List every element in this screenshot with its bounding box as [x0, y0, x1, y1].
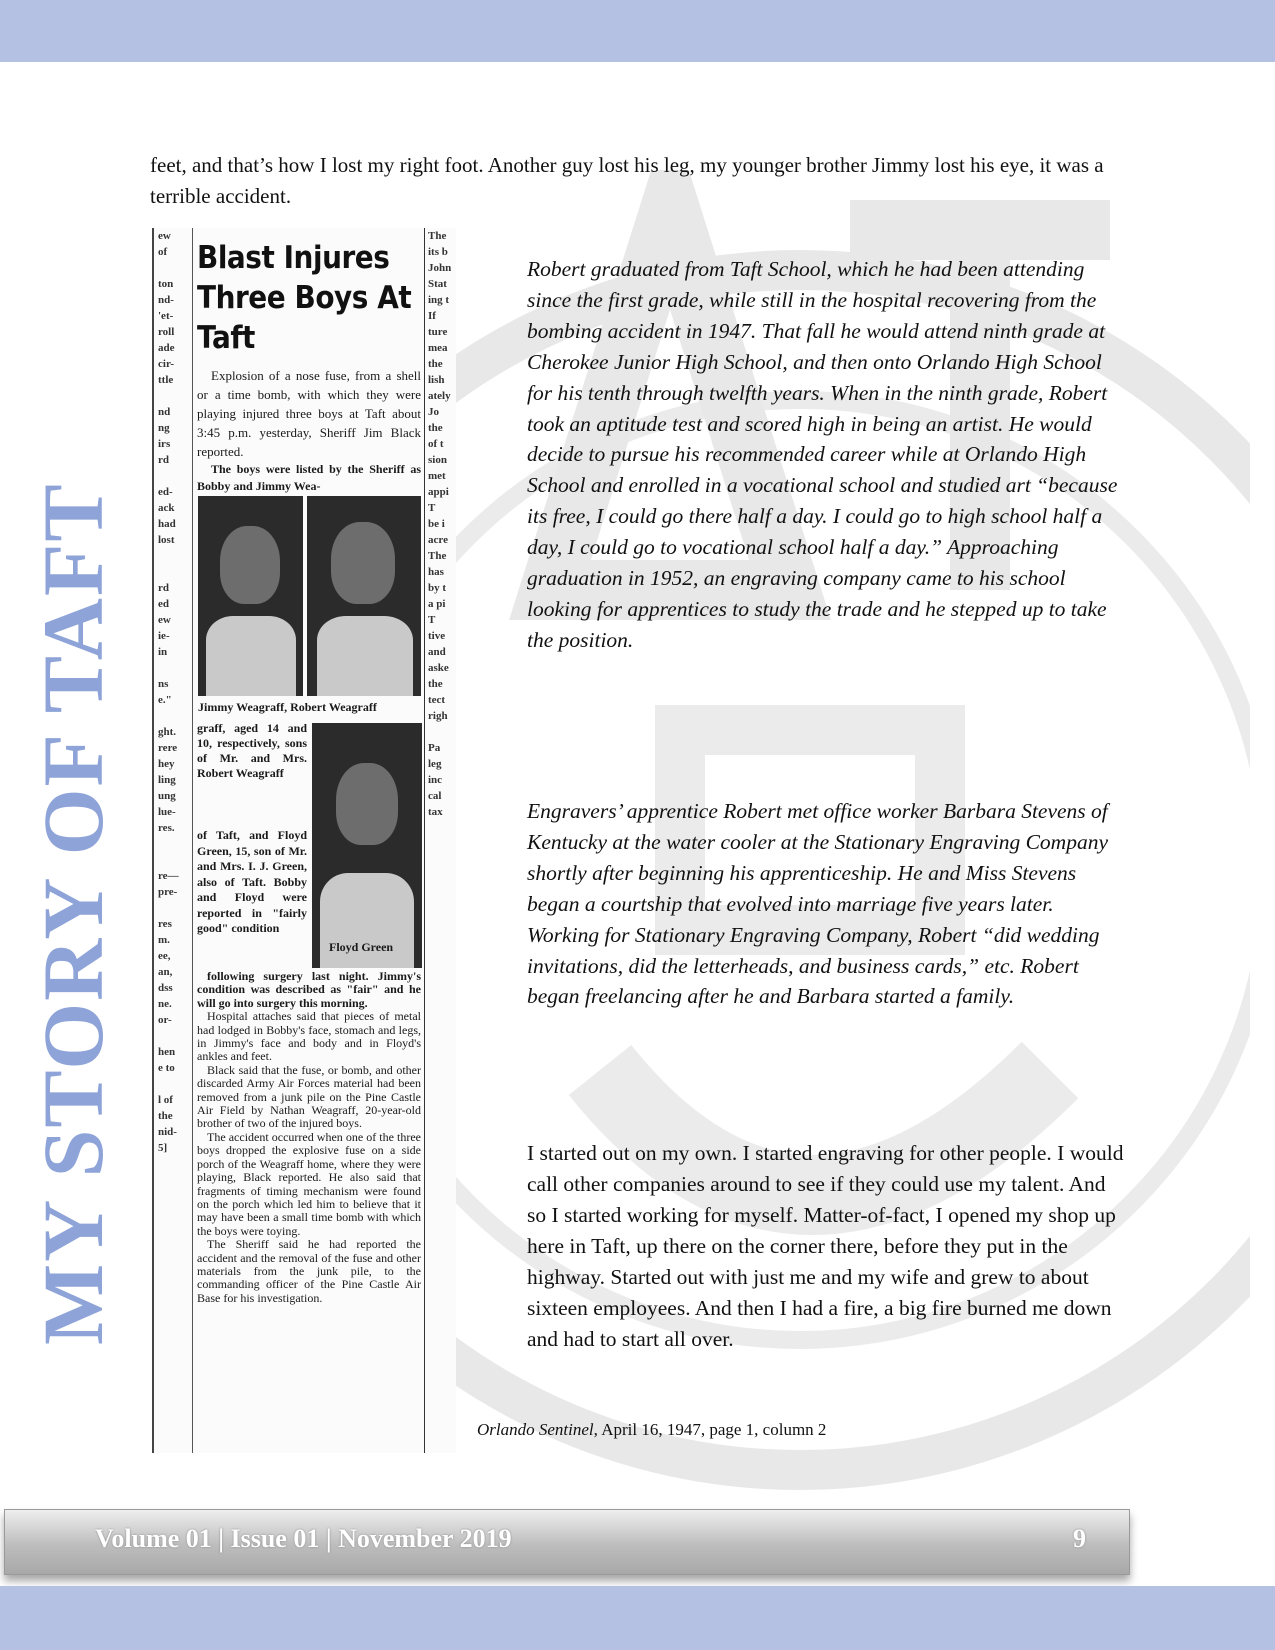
- left-column-fragment: in: [158, 646, 168, 658]
- photo-robert-weagraff: [307, 496, 421, 696]
- clipping-source-caption: [477, 1420, 826, 1440]
- source-details: , April 16, 1947, page 1, column 2: [593, 1420, 827, 1439]
- right-column-fragment: the: [428, 358, 443, 370]
- clipping-left-column-fragments: [158, 228, 190, 1453]
- left-column-fragment: hen: [158, 1046, 176, 1058]
- left-column-fragment: had: [158, 518, 176, 530]
- right-column-fragment: has: [428, 566, 444, 578]
- right-column-fragment: ately: [428, 390, 451, 402]
- clipping-body-paragraph: Hospital attaches said that pieces of metal had lodged in Bobby's face, stomach and legs, in Jimmy's face and body and in Floyd's ankles and feet.: [197, 1009, 421, 1064]
- right-column-fragment: be i: [428, 518, 445, 530]
- left-column-fragment: ttle: [158, 374, 174, 386]
- left-column-fragment: cir-: [158, 358, 175, 370]
- right-column-fragment: cal: [428, 790, 442, 802]
- clipping-second-paragraph: The boys were listed by the Sheriff as Bobby and Jimmy Wea-: [197, 462, 421, 493]
- left-column-fragment: roll: [158, 326, 175, 338]
- right-column-fragment: inc: [428, 774, 443, 786]
- photo-floyd-green: [312, 723, 422, 968]
- left-column-fragment: [158, 660, 190, 676]
- left-column-fragment: m.: [158, 934, 170, 946]
- left-column-fragment: hey: [158, 758, 175, 770]
- left-column-fragment: ee,: [158, 950, 171, 962]
- left-column-fragment: [158, 1076, 190, 1092]
- left-column-fragment: ton: [158, 278, 174, 290]
- story-paragraph-graduation: Robert graduated from Taft School, which he had been attending since the first grade, while still in the hospital recovering from the bombing accident in 1947. That fall he would attend ninth grade at Cherokee Junior High School, and then onto Orlando High School for his tenth through twelfth years. When in the ninth grade, Robert took an aptitude test and scored high in being an artist. He would decide to pursue his recommended career while at Orlando High School and enrolled in a vocational school and studied art “because its free, I could go there half a day. I could go to high school half a day, I could go to vocational school half a day.” Approaching graduation in 1952, an engraving company came to his school looking for apprentices to study the trade and he stepped up to take the position.: [527, 257, 1118, 652]
- left-column-fragment: ed-: [158, 486, 173, 498]
- left-column-fragment: [158, 1028, 190, 1044]
- left-column-fragment: ling: [158, 774, 176, 786]
- clipping-caption-continued: graff, aged 14 and 10, respectively, sons of Mr. and Mrs. Robert Weagraff: [197, 721, 307, 780]
- footer-issue-line: Volume 01 | Issue 01 | November 2019: [95, 1524, 512, 1553]
- left-column-fragment: 'et-: [158, 310, 174, 322]
- left-column-fragment: ght.: [158, 726, 177, 738]
- left-column-fragment: ne.: [158, 998, 172, 1010]
- clipping-column-divider: [192, 228, 193, 1453]
- right-column-fragment: ture: [428, 326, 448, 338]
- top-band: [0, 0, 1275, 62]
- right-column-fragment: tect: [428, 694, 446, 706]
- right-column-fragment: righ: [428, 710, 448, 722]
- left-column-fragment: rere: [158, 742, 178, 754]
- left-column-fragment: [158, 836, 190, 852]
- left-column-fragment: of: [158, 246, 168, 258]
- clipping-right-column-fragments: [424, 228, 456, 1453]
- left-column-fragment: [158, 852, 190, 868]
- bottom-band: [0, 1586, 1275, 1650]
- left-column-fragment: l of: [158, 1094, 173, 1106]
- left-column-fragment: [158, 468, 190, 484]
- left-column-fragment: re—: [158, 870, 179, 882]
- left-column-fragment: lost: [158, 534, 175, 546]
- left-column-fragment: lue-: [158, 806, 176, 818]
- left-column-fragment: nd: [158, 406, 171, 418]
- intro-paragraph: feet, and that’s how I lost my right foot. Another guy lost his leg, my younger brother Jimmy lost his eye, it was a terrible accident.: [150, 153, 1104, 208]
- quote-paragraph-own-business: I started out on my own. I started engraving for other people. I would call other companies around to see if they could use my talent. And so I started working for myself. Matter-of-fact, I opened my shop up here in Taft, up there on the corner there, before they put in the highway. Started out with just me and my wife and grew to about sixteen employees. And then I had a fire, a big fire burned me down and had to start all over.: [527, 1141, 1124, 1351]
- left-column-fragment: ung: [158, 790, 176, 802]
- clipping-body-paragraph: The accident occurred when one of the three boys dropped the explosive fuse on a side porch of the Weagraff home, where they were playing, Black reported. He also said that fragments of timing mechanism were found on the porch which led him to believe that it may have been a small time bomb with which the boys were toying.: [197, 1129, 421, 1238]
- right-column-fragment: John: [428, 262, 452, 274]
- left-column-fragment: [158, 708, 190, 724]
- left-column-fragment: ack: [158, 502, 175, 514]
- left-column-fragment: the: [158, 1110, 173, 1122]
- right-column-fragment: its b: [428, 246, 448, 258]
- side-title-text: MY STORY OF TAFT: [25, 482, 121, 1345]
- photo-caption-names: Jimmy Weagraff, Robert Weagraff: [198, 700, 377, 714]
- clipping-body-paragraph: The Sheriff said he had reported the accident and the removal of the fuse and other materials from the junk pile, to the commanding officer of the Pine Castle Air Base for his investigation.: [197, 1237, 421, 1305]
- right-column-fragment: sion: [428, 454, 447, 466]
- left-column-fragment: [158, 548, 190, 564]
- clipping-lead-paragraph: Explosion of a nose fuse, from a shell or a time bomb, with which they were playing injured three boys at Taft about 3:45 p.m. yesterday, Sheriff Jim Black reported.: [197, 368, 421, 459]
- footer-page-number: 9: [1073, 1524, 1086, 1553]
- left-column-fragment: rd: [158, 582, 169, 594]
- left-column-fragment: ew: [158, 230, 171, 242]
- right-column-fragment: leg: [428, 758, 442, 770]
- clipping-main-column: [197, 238, 421, 495]
- right-column-fragment: Jo: [428, 406, 439, 418]
- left-column-fragment: an,: [158, 966, 173, 978]
- left-column-fragment: e.": [158, 694, 172, 706]
- right-column-fragment: mea: [428, 342, 448, 354]
- right-column-fragment: ing t: [428, 294, 450, 306]
- right-column-fragment: lish: [428, 374, 445, 386]
- left-column-fragment: ie-: [158, 630, 170, 642]
- source-publication: Orlando Sentinel: [477, 1420, 594, 1439]
- photo2-caption: Floyd Green: [329, 940, 394, 954]
- right-column-fragment: If: [428, 310, 436, 322]
- right-column-fragment: aske: [428, 662, 449, 674]
- clipping-headline: Blast Injures Three Boys At Taft: [197, 240, 412, 356]
- clipping-body: [197, 970, 421, 1305]
- left-column-fragment: ed: [158, 598, 169, 610]
- photo-jimmy-weagraff: [198, 496, 303, 696]
- left-column-fragment: res: [158, 918, 172, 930]
- left-column-fragment: [158, 388, 190, 404]
- left-column-fragment: nid-: [158, 1126, 177, 1138]
- left-column-fragment: [158, 900, 190, 916]
- left-column-fragment: res.: [158, 822, 175, 834]
- clipping-body-paragraph: following surgery last night. Jimmy's condition was described as "fair" and he will go into surgery this morning.: [197, 969, 421, 1010]
- right-column-fragment: Pa: [428, 742, 441, 754]
- right-column-fragment: by t: [428, 582, 447, 594]
- right-column-fragment: tive: [428, 630, 446, 642]
- left-column-fragment: ns: [158, 678, 169, 690]
- right-column-fragment: The: [428, 550, 447, 562]
- story-paragraph-apprenticeship: Engravers’ apprentice Robert met office worker Barbara Stevens of Kentucky at the water cooler at the Stationary Engraving Company shortly after beginning his apprenticeship. He and Miss Stevens began a courtship that evolved into marriage five years later. Working for Stationary Engraving Company, Robert “did wedding invitations, did the letterheads, and business cards,” etc. Robert began freelancing after he and Barbara started a family.: [527, 799, 1108, 1009]
- right-column-fragment: The: [428, 230, 447, 242]
- right-column-fragment: acre: [428, 534, 448, 546]
- right-column-fragment: tax: [428, 806, 443, 818]
- left-column-fragment: pre-: [158, 886, 178, 898]
- right-column-fragment: [428, 724, 456, 740]
- left-column-fragment: ew: [158, 614, 171, 626]
- right-column-fragment: appi: [428, 486, 449, 498]
- right-column-fragment: a pi: [428, 598, 446, 610]
- left-column-fragment: [158, 260, 190, 276]
- left-column-fragment: nd-: [158, 294, 174, 306]
- left-column-fragment: [158, 564, 190, 580]
- right-column-fragment: the: [428, 678, 443, 690]
- left-column-fragment: rd: [158, 454, 169, 466]
- clipping-continued-text: of Taft, and Floyd Green, 15, son of Mr. and Mrs. I. J. Green, also of Taft. Bobby and Floyd were reported in "fairly good" condition: [197, 828, 307, 935]
- newspaper-clipping: [152, 228, 456, 1453]
- right-column-fragment: of t: [428, 438, 444, 450]
- left-column-fragment: dss: [158, 982, 173, 994]
- right-column-fragment: T: [428, 614, 436, 626]
- left-column-fragment: irs: [158, 438, 171, 450]
- right-column-fragment: and: [428, 646, 446, 658]
- left-column-fragment: 5]: [158, 1142, 168, 1154]
- right-column-fragment: met: [428, 470, 446, 482]
- left-column-fragment: or-: [158, 1014, 172, 1026]
- clipping-body-paragraph: Black said that the fuse, or bomb, and other discarded Army Air Forces material had been removed from a junk pile on the Pine Castle Air Field by Nathan Weagraff, 20-year-old brother of two of the injured boys.: [197, 1062, 421, 1131]
- right-column-fragment: Stat: [428, 278, 447, 290]
- left-column-fragment: ade: [158, 342, 175, 354]
- footer-bar: [4, 1509, 1130, 1575]
- right-column-fragment: T: [428, 502, 436, 514]
- right-column-fragment: the: [428, 422, 443, 434]
- left-column-fragment: ng: [158, 422, 170, 434]
- left-column-fragment: e to: [158, 1062, 175, 1074]
